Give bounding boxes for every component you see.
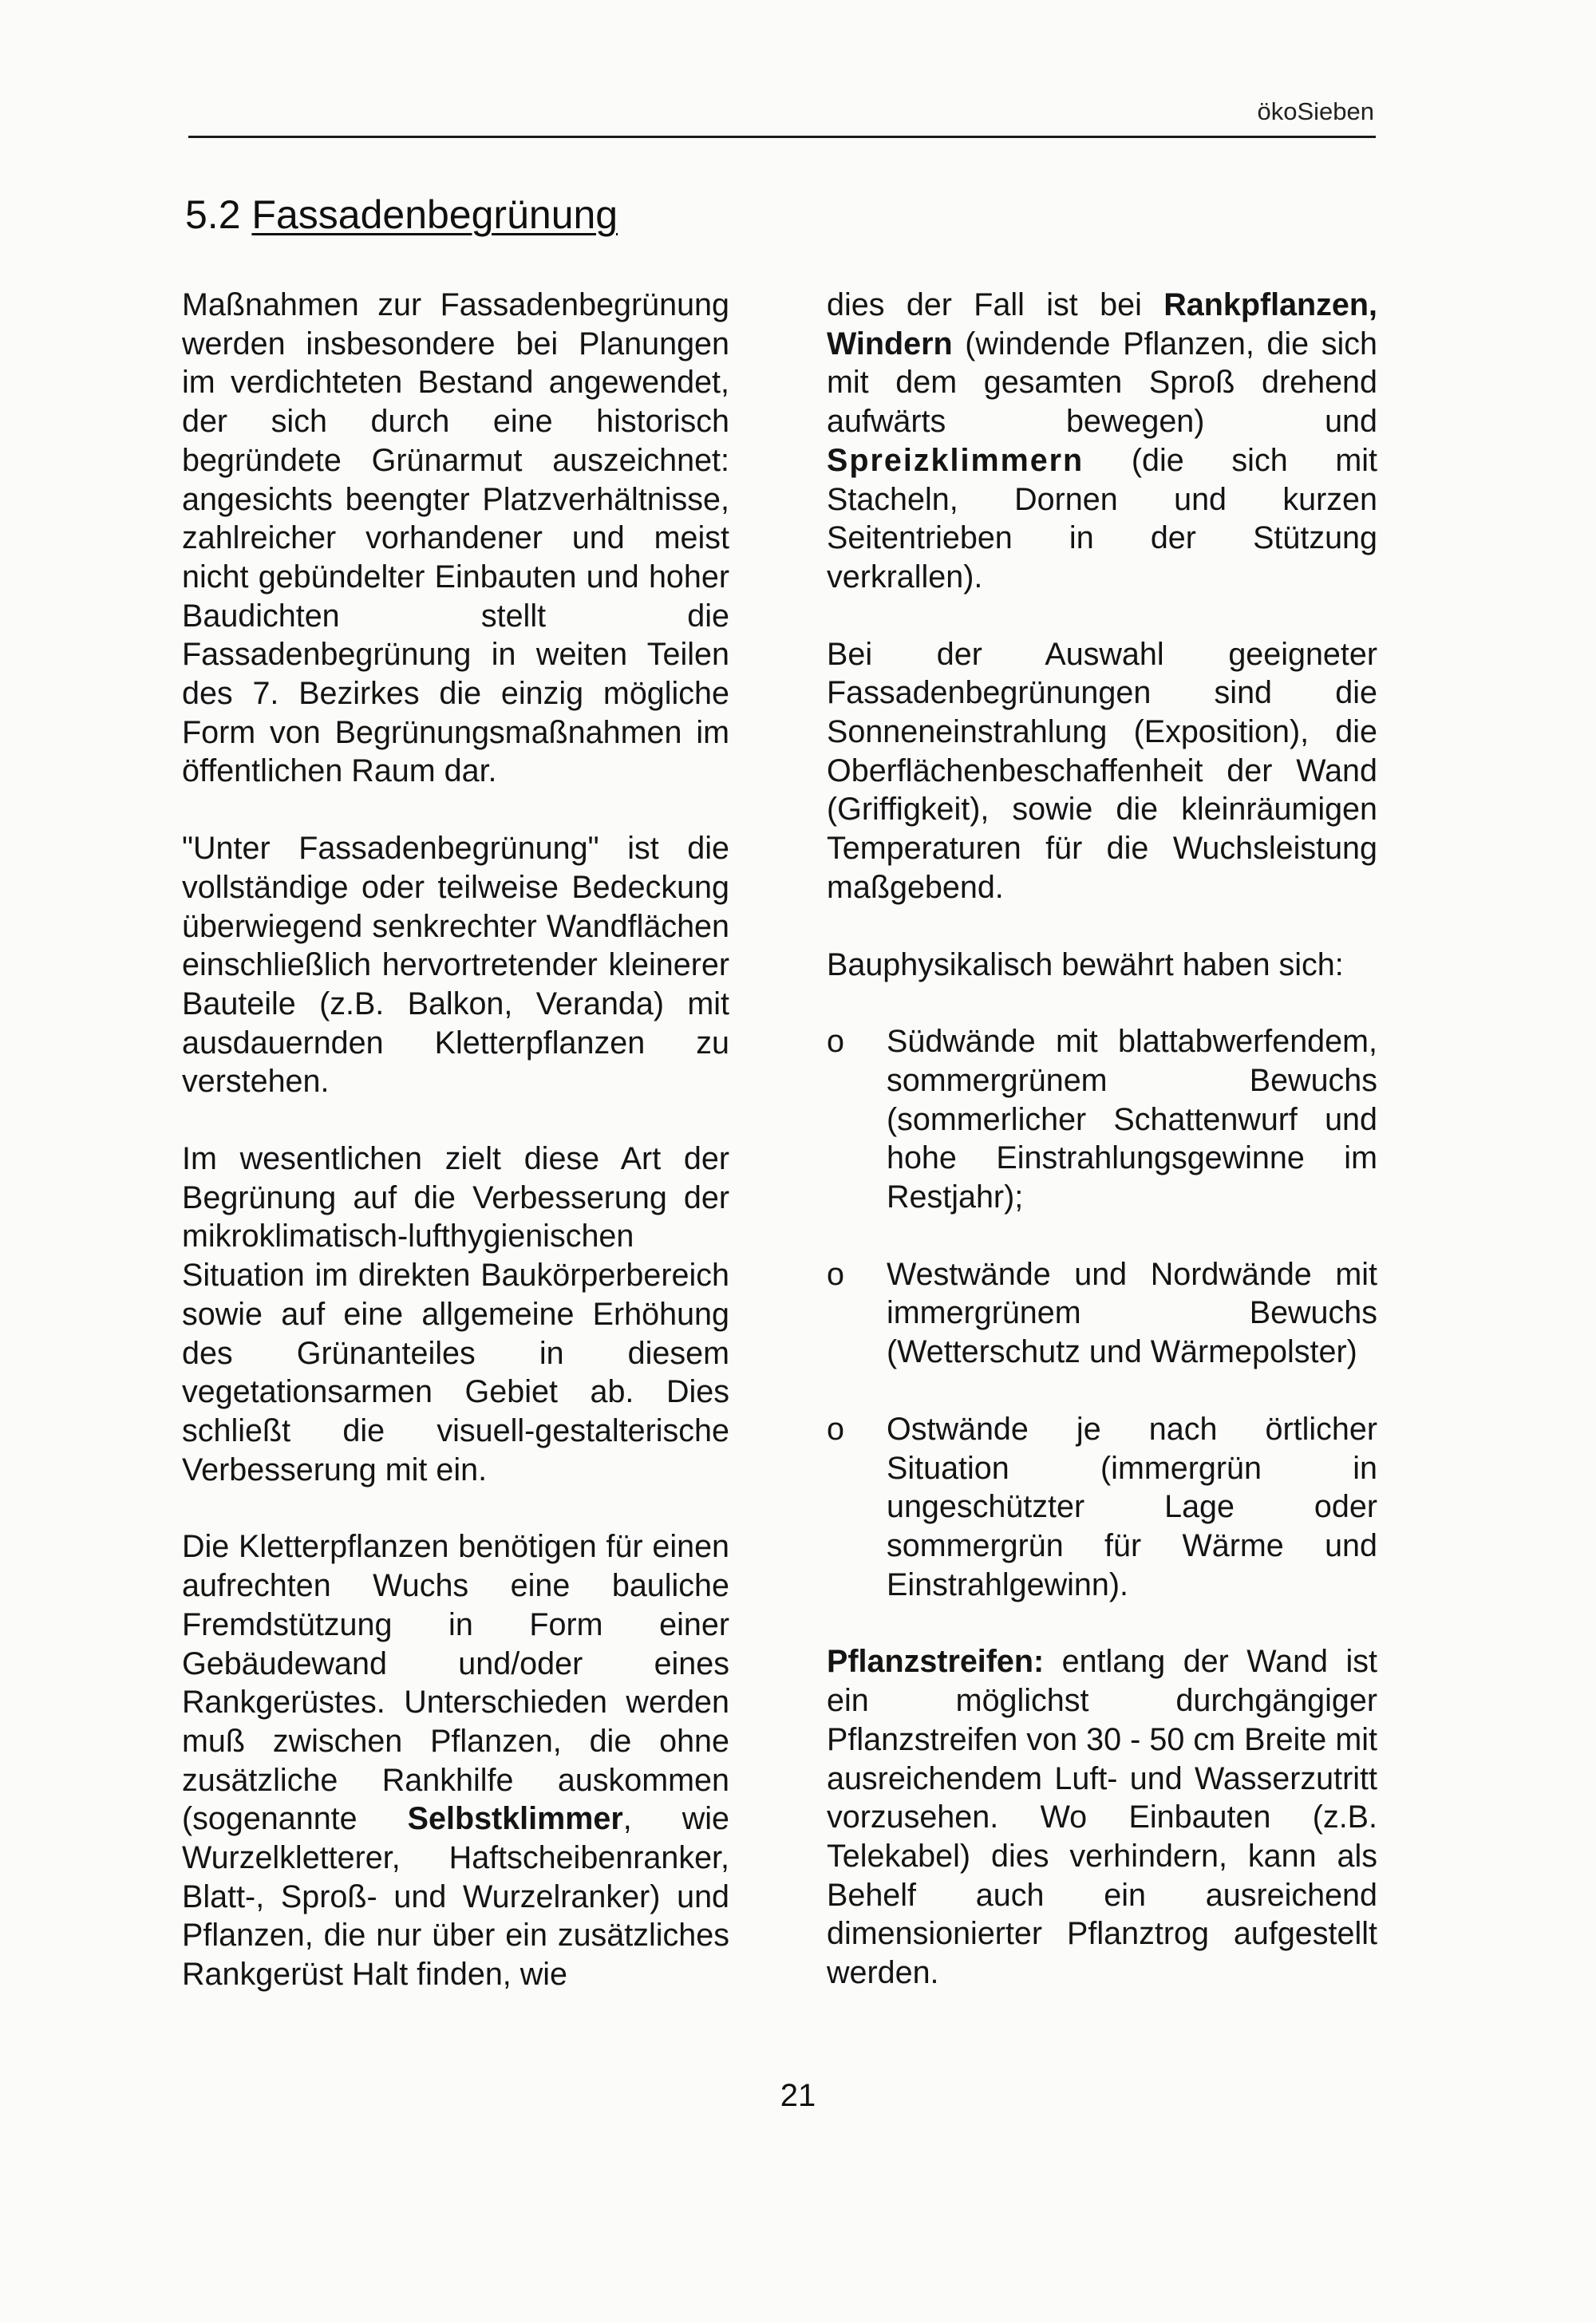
- section-title: Fassadenbegrünung: [251, 192, 618, 237]
- paragraph-left-4: [182, 1527, 729, 1993]
- list-item: [827, 1255, 1377, 1372]
- header-rule: [188, 136, 1376, 138]
- left-column: [182, 286, 729, 2033]
- paragraph-left-1: Maßnahmen zur Fassadenbegrünung werden insbesondere bei Planungen im verdichteten Bestand angewendet, der sich durch eine historisch begründete Grünarmut auszeichnet: angesichts beengter Platzverhältnisse, zahlreicher vorhandener und meist nicht gebündelter Einbauten und hoher Baudichten stellt die Fassadenbegrünung in weiten Teilen des 7. Bezirkes die einzig mögliche Form von Begrünungsmaßnahmen im öffentlichen Raum dar.: [182, 287, 729, 789]
- page-number: 21: [780, 2078, 816, 2113]
- paragraph-left-4-text-b: , wie Wurzelkletterer, Haftscheibenranker, Blatt-, Sproß- und Wurzelranker) und Pflanzen, die nur über ein zusätzliches Rankgerüst Halt finden, wie: [182, 1801, 729, 1993]
- bullet-marker: o: [827, 1024, 844, 1060]
- paragraph-right-1-text-b: (windende Pflanzen, die sich mit dem gesamten Sproß drehend aufwärts bewegen) und: [827, 326, 1377, 440]
- paragraph-left-4-text-a: Die Kletterpflanzen benötigen für einen aufrechten Wuchs eine bauliche Fremdstützung in Form einer Gebäudewand und/oder eines Rankgerüstes. Unterschieden werden muß zwischen Pflanzen, die ohne zusätzliche Rankhilfe auskommen (sogenannte: [182, 1529, 729, 1837]
- bullet-text: Westwände und Nordwände mit immergrünem Bewuchs (Wetterschutz und Wärmepolster): [887, 1256, 1377, 1370]
- bullet-text: Südwände mit blattabwerfendem, sommergrünem Bewuchs (sommerlicher Schattenwurf und hohe Einstrahlungsgewinne im Restjahr);: [887, 1024, 1377, 1215]
- term-selbstklimmer: Selbstklimmer: [407, 1801, 623, 1837]
- paragraph-right-1: [827, 286, 1377, 597]
- paragraph-right-5-text: entlang der Wand ist ein möglichst durchgängiger Pflanzstreifen von 30 - 50 cm Breite mit ausreichendem Luft- und Wasserzutritt vorzusehen. Wo Einbauten (z.B. Telekabel) dies verhindern, kann als Behelf auch ein ausreichend dimensionierter Pflanztrog aufgestellt werden.: [827, 1644, 1377, 1991]
- paragraph-left-3: Im wesentlichen zielt diese Art der Begrünung auf die Verbesserung der mikroklimatisch-lufthygienischen Situation im direkten Baukörperbereich sowie auf eine allgemeine Erhöhung des Grünanteiles in diesem vegetationsarmen Gebiet ab. Dies schließt die visuell-gestalterische Verbesserung mit ein.: [182, 1141, 729, 1487]
- term-spreizklimmern: Spreizklimmern: [827, 442, 1084, 478]
- bullet-marker: o: [827, 1411, 844, 1447]
- running-header-title: ökoSieben: [1257, 97, 1374, 125]
- paragraph-right-2: Bei der Auswahl geeigneter Fassadenbegrünungen sind die Sonneneinstrahlung (Exposition), die Oberflächenbeschaffenheit der Wand (Griffigkeit), sowie die kleinräumigen Temperaturen für die Wuchsleistung maßgebend.: [827, 636, 1377, 905]
- paragraph-left-2: "Unter Fassadenbegrünung" ist die vollständige oder teilweise Bedeckung überwiegend senkrechter Wandflächen einschließlich hervortretender kleinerer Bauteile (z.B. Balkon, Veranda) mit ausdauernden Kletterpflanzen zu verstehen.: [182, 831, 729, 1100]
- paragraph-right-3: Bauphysikalisch bewährt haben sich:: [827, 946, 1344, 982]
- bullet-text: Ostwände je nach örtlicher Situation (immergrün in ungeschützter Lage oder sommergrün für Wärme und Einstrahlgewinn).: [887, 1411, 1377, 1602]
- bullet-marker: o: [827, 1256, 844, 1292]
- term-rankpflanzen-windern: Rankpflanzen, Windern: [827, 287, 1377, 361]
- section-heading: [185, 192, 618, 238]
- paragraph-right-1-text-c: (die sich mit Stacheln, Dornen und kurzen Seitentrieben in der Stützung verkrallen).: [827, 442, 1377, 595]
- paragraph-right-1-text-a: dies der Fall ist bei: [827, 287, 1164, 322]
- list-item: [827, 1410, 1377, 1605]
- section-number: 5.2: [185, 192, 241, 237]
- paragraph-right-5: [827, 1642, 1377, 1992]
- list-item: [827, 1022, 1377, 1217]
- right-column: [827, 286, 1377, 2031]
- term-pflanzstreifen: Pflanzstreifen:: [827, 1644, 1045, 1680]
- bullet-list: [827, 1022, 1377, 1604]
